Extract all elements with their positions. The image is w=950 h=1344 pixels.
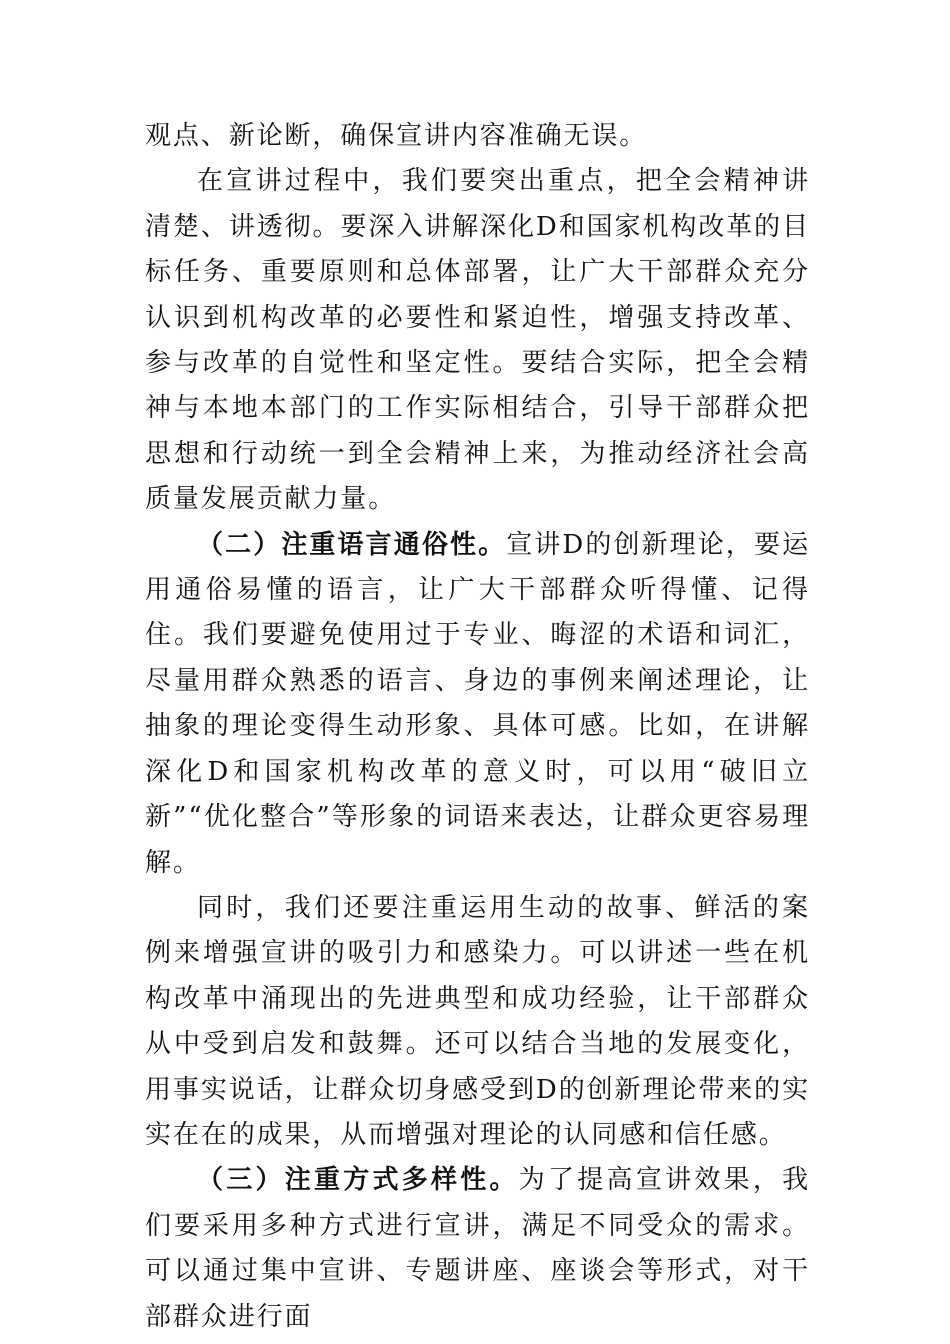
section-3-heading: （三）注重方式多样性。 <box>197 1165 519 1196</box>
section-2-heading: （二）注重语言通俗性。 <box>197 529 507 560</box>
document-body <box>145 114 810 1340</box>
paragraph-1-text: 观点、新论断，确保宣讲内容准确无误。 <box>145 121 648 151</box>
paragraph-3 <box>145 523 810 886</box>
paragraph-1 <box>145 114 810 159</box>
paragraph-4-text: 同时，我们还要注重运用生动的故事、鲜活的案例来增强宣讲的吸引力和感染力。可以讲述一些在机构改革中涌现出的先进典型和成功经验，让干部群众从中受到启发和鼓舞。还可以结合当地的发展变化，用事实说话，让群众切身感受到D的创新理论带来的实实在在的成果，从而增强对理论的认同感和信任感。 <box>145 892 810 1150</box>
paragraph-2 <box>145 159 810 522</box>
paragraph-5-text: 为了提高宣讲效果，我们要采用多种方式进行宣讲，满足不同受众的需求。可以通过集中宣讲、专题讲座、座谈会等形式，对干部群众进行面 <box>145 1165 810 1332</box>
paragraph-4 <box>145 886 810 1158</box>
paragraph-2-text: 在宣讲过程中，我们要突出重点，把全会精神讲清楚、讲透彻。要深入讲解深化D和国家机构改革的目标任务、重要原则和总体部署，让广大干部群众充分认识到机构改革的必要性和紧迫性，增强支持改革、参与改革的自觉性和坚定性。要结合实际，把全会精神与本地本部门的工作实际相结合，引导干部群众把思想和行动统一到全会精神上来，为推动经济社会高质量发展贡献力量。 <box>145 166 810 515</box>
paragraph-5 <box>145 1158 810 1340</box>
paragraph-3-text: 宣讲D的创新理论，要运用通俗易懂的语言，让广大干部群众听得懂、记得住。我们要避免使用过于专业、晦涩的术语和词汇，尽量用群众熟悉的语言、身边的事例来阐述理论，让抽象的理论变得生动形象、具体可感。比如，在讲解深化D和国家机构改革的意义时，可以用“破旧立新”“优化整合”等形象的词语来表达，让群众更容易理解。 <box>145 529 811 878</box>
